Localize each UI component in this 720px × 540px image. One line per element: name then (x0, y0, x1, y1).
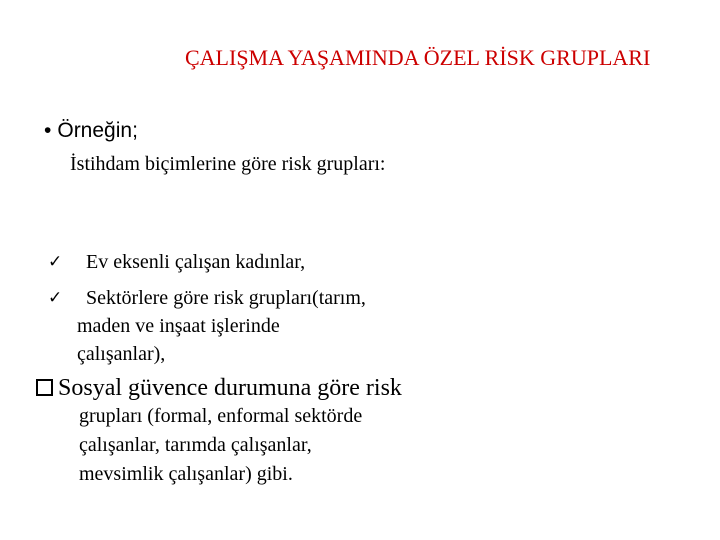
check-item-text: Sektörlere göre risk grupları(tarım, (86, 287, 366, 309)
square-item-text: Sosyal güvence durumuna göre risk (58, 375, 402, 401)
square-item-text-line: çalışanlar, tarımda çalışanlar, (79, 434, 312, 456)
check-icon: ✓ (48, 252, 63, 272)
check-item-text-line: maden ve inşaat işlerinde (77, 315, 280, 337)
check-icon: ✓ (48, 288, 63, 308)
check-item (0, 284, 720, 312)
bullet-text: Örneğin; (57, 119, 138, 142)
check-item-text-line: çalışanlar), (77, 343, 166, 365)
check-item (0, 248, 720, 276)
square-item-text-line: grupları (formal, enformal sektörde (79, 405, 363, 427)
square-icon (36, 379, 53, 396)
bullet-item (44, 118, 138, 144)
subtext: İstihdam biçimlerine göre risk grupları: (70, 153, 386, 175)
check-item-text: Ev eksenli çalışan kadınlar, (86, 251, 306, 273)
bullet-icon: • (44, 119, 52, 142)
slide-title: ÇALIŞMA YAŞAMINDA ÖZEL RİSK GRUPLARI (185, 45, 651, 70)
square-item-text-line: mevsimlik çalışanlar) gibi. (79, 463, 293, 485)
